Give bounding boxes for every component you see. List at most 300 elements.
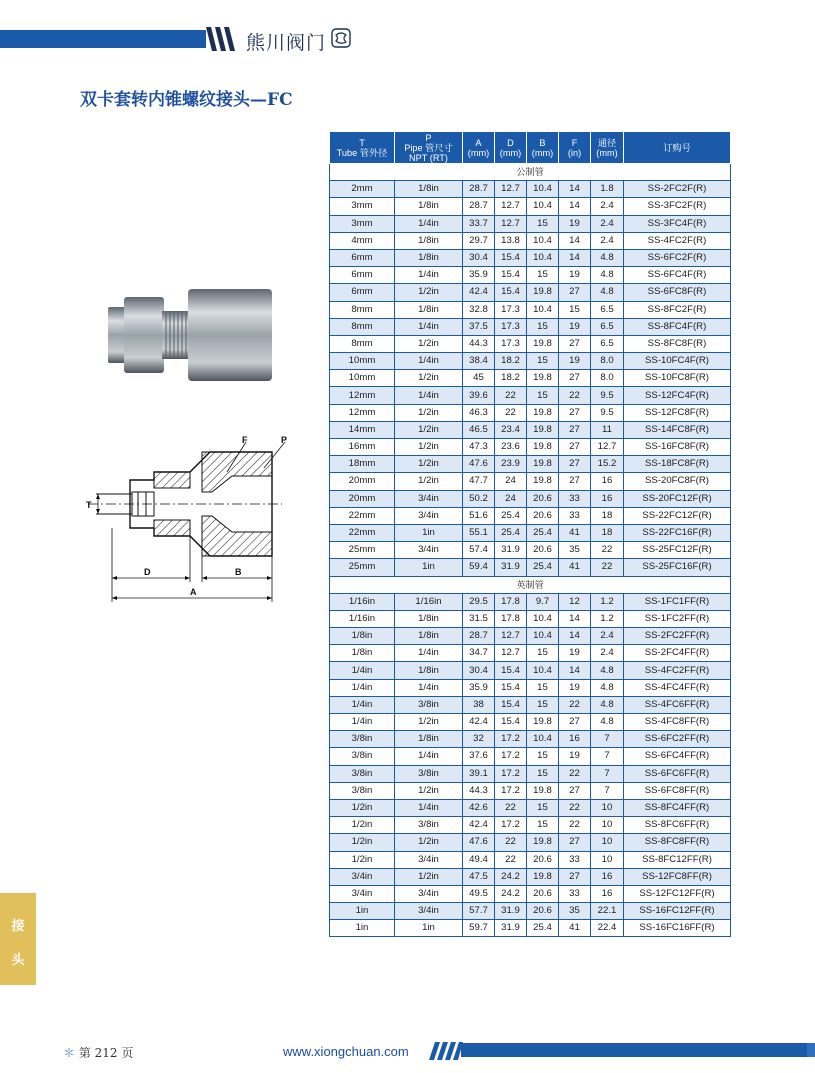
table-cell: 33.7 <box>463 215 495 232</box>
table-cell: 2.4 <box>591 215 624 232</box>
header-text: 订购号 <box>663 142 691 153</box>
table-cell: 25.4 <box>495 524 527 541</box>
table-cell: SS-25FC12F(R) <box>624 542 731 559</box>
table-cell: 1/4in <box>395 799 463 816</box>
table-cell: 8.0 <box>591 353 624 370</box>
table-cell: 19 <box>559 748 591 765</box>
table-cell: 22.4 <box>591 920 624 937</box>
table-cell: 4.8 <box>591 249 624 266</box>
side-tab-char-1: 接 <box>11 919 25 934</box>
table-cell: 12.7 <box>495 628 527 645</box>
label-d: D <box>144 567 151 577</box>
table-cell: 10.4 <box>527 181 559 198</box>
table-cell: 27 <box>559 439 591 456</box>
table-cell: 9.5 <box>591 404 624 421</box>
table-cell: 8mm <box>330 335 395 352</box>
table-cell: 25.4 <box>495 507 527 524</box>
table-cell: 59.7 <box>463 920 495 937</box>
table-cell: 23.9 <box>495 456 527 473</box>
table-cell: 42.4 <box>463 817 495 834</box>
table-cell: 20mm <box>330 473 395 490</box>
table-cell: 3/8in <box>330 765 395 782</box>
header-row <box>330 132 731 164</box>
table-cell: 25.4 <box>527 920 559 937</box>
table-row <box>330 782 731 799</box>
table-cell: 16 <box>591 868 624 885</box>
table-cell: 1in <box>395 524 463 541</box>
table-cell: 1/8in <box>395 628 463 645</box>
table-cell: 14 <box>559 628 591 645</box>
table-cell: 12.7 <box>495 198 527 215</box>
table-cell: SS-6FC4FF(R) <box>624 748 731 765</box>
table-cell: 7 <box>591 731 624 748</box>
table-cell: SS-10FC8F(R) <box>624 370 731 387</box>
table-cell: 10 <box>591 817 624 834</box>
table-cell: 33 <box>559 851 591 868</box>
table-cell: 18.2 <box>495 370 527 387</box>
table-cell: 47.6 <box>463 834 495 851</box>
table-row <box>330 267 731 284</box>
table-cell: 1/16in <box>395 593 463 610</box>
table-cell: SS-4FC4FF(R) <box>624 679 731 696</box>
table-cell: 6mm <box>330 267 395 284</box>
table-cell: SS-12FC4F(R) <box>624 387 731 404</box>
table-cell: 55.1 <box>463 524 495 541</box>
table-row <box>330 249 731 266</box>
label-t: T <box>86 500 92 510</box>
table-cell: 15.4 <box>495 662 527 679</box>
table-cell: 19.8 <box>527 714 559 731</box>
table-cell: 27 <box>559 473 591 490</box>
table-row <box>330 198 731 215</box>
table-cell: 1/16in <box>330 610 395 627</box>
table-cell: 1/2in <box>395 473 463 490</box>
table-cell: 41 <box>559 920 591 937</box>
table-cell: 42.6 <box>463 799 495 816</box>
table-cell: 1/16in <box>330 593 395 610</box>
table-cell: 6mm <box>330 284 395 301</box>
table-cell: 1/4in <box>395 387 463 404</box>
table-cell: 1/8in <box>395 181 463 198</box>
table-cell: 22mm <box>330 524 395 541</box>
table-cell: SS-22FC12F(R) <box>624 507 731 524</box>
table-cell: 17.2 <box>495 782 527 799</box>
table-cell: 31.9 <box>495 559 527 576</box>
header-text: NPT (RT) <box>409 152 448 163</box>
table-cell: 23.6 <box>495 439 527 456</box>
table-cell: 31.9 <box>495 903 527 920</box>
table-cell: 13.8 <box>495 232 527 249</box>
table-cell: 19 <box>559 267 591 284</box>
table-cell: SS-6FC8F(R) <box>624 284 731 301</box>
table-cell: 17.2 <box>495 765 527 782</box>
page-number-text: 第 212 页 <box>78 1046 134 1060</box>
table-cell: 12 <box>559 593 591 610</box>
table-cell: 20.6 <box>527 490 559 507</box>
table-cell: 17.3 <box>495 318 527 335</box>
table-cell: 22 <box>591 559 624 576</box>
table-cell: 42.4 <box>463 284 495 301</box>
table-cell: 35.9 <box>463 679 495 696</box>
page-number <box>63 1044 133 1061</box>
table-header <box>330 132 731 164</box>
table-cell: 35 <box>559 903 591 920</box>
table-cell: 8.0 <box>591 370 624 387</box>
footer-url[interactable]: www.xiongchuan.com <box>283 1044 409 1059</box>
table-cell: 41 <box>559 559 591 576</box>
table-cell: 6.5 <box>591 301 624 318</box>
table-cell: 19.8 <box>527 868 559 885</box>
table-row <box>330 920 731 937</box>
table-row <box>330 799 731 816</box>
table-cell: 1/2in <box>395 834 463 851</box>
table-cell: 12.7 <box>495 181 527 198</box>
table-cell: 9.5 <box>591 387 624 404</box>
header-text: (mm) <box>467 147 490 158</box>
table-cell: 22 <box>495 799 527 816</box>
table-cell: 17.2 <box>495 731 527 748</box>
header-text: A <box>475 137 482 148</box>
table-cell: 10mm <box>330 353 395 370</box>
table-cell: SS-14FC8F(R) <box>624 421 731 438</box>
table-cell: 1/2in <box>395 456 463 473</box>
table-cell: 1/8in <box>395 232 463 249</box>
header-cell <box>330 132 395 164</box>
table-row <box>330 507 731 524</box>
table-cell: 15 <box>527 679 559 696</box>
table-cell: 10.4 <box>527 628 559 645</box>
table-cell: 1/2in <box>395 335 463 352</box>
table-cell: SS-22FC16F(R) <box>624 524 731 541</box>
table-cell: 1/4in <box>395 748 463 765</box>
table-cell: 51.6 <box>463 507 495 524</box>
table-cell: 6.5 <box>591 335 624 352</box>
table-row <box>330 610 731 627</box>
table-cell: SS-8FC4F(R) <box>624 318 731 335</box>
table-cell: 4.8 <box>591 714 624 731</box>
table-cell: 20.6 <box>527 885 559 902</box>
section-label: 英制管 <box>330 576 731 593</box>
table-cell: 22 <box>495 387 527 404</box>
brand-name: 熊川阀门 <box>246 32 327 54</box>
table-cell: 29.7 <box>463 232 495 249</box>
table-cell: 3/4in <box>395 490 463 507</box>
table-cell: SS-6FC6FF(R) <box>624 765 731 782</box>
table-cell: 17.3 <box>495 301 527 318</box>
table-row <box>330 748 731 765</box>
table-cell: 31.9 <box>495 542 527 559</box>
table-cell: 38 <box>463 696 495 713</box>
header-text: (mm) <box>531 147 554 158</box>
table-cell: 9.7 <box>527 593 559 610</box>
table-cell: 3/4in <box>395 885 463 902</box>
section-row <box>330 164 731 181</box>
table-row <box>330 335 731 352</box>
table-cell: 3/8in <box>330 782 395 799</box>
table-cell: 1/4in <box>330 662 395 679</box>
side-tab[interactable] <box>0 893 36 985</box>
table-cell: 15 <box>527 645 559 662</box>
table-cell: 19.8 <box>527 782 559 799</box>
table-cell: 1/2in <box>330 834 395 851</box>
brand-logo-icon <box>330 27 352 49</box>
table-cell: 22 <box>559 799 591 816</box>
table-cell: 47.7 <box>463 473 495 490</box>
table-cell: 49.4 <box>463 851 495 868</box>
table-cell: 10.4 <box>527 198 559 215</box>
header-text: D <box>507 137 514 148</box>
table-cell: 19.8 <box>527 284 559 301</box>
table-cell: 45 <box>463 370 495 387</box>
table-cell: 6.5 <box>591 318 624 335</box>
table-cell: 22 <box>559 765 591 782</box>
table-cell: 3/8in <box>395 765 463 782</box>
table-cell: 1/2in <box>395 284 463 301</box>
page-title: 双卡套转内锥螺纹接头—FC <box>80 90 293 110</box>
table-row <box>330 490 731 507</box>
table-cell: 1/4in <box>395 318 463 335</box>
header-text: P <box>425 132 432 143</box>
table-cell: 34.7 <box>463 645 495 662</box>
table-cell: 18 <box>591 507 624 524</box>
table-cell: 4.8 <box>591 267 624 284</box>
table-cell: 32 <box>463 731 495 748</box>
table-row <box>330 851 731 868</box>
table-cell: 22 <box>559 387 591 404</box>
table-cell: 1/4in <box>395 267 463 284</box>
table-cell: 20.6 <box>527 903 559 920</box>
table-cell: 1/2in <box>330 799 395 816</box>
table-cell: 12.7 <box>495 215 527 232</box>
table-cell: 10.4 <box>527 232 559 249</box>
table-cell: 14 <box>559 610 591 627</box>
table-cell: 10.4 <box>527 610 559 627</box>
table-cell: 14 <box>559 198 591 215</box>
table-row <box>330 868 731 885</box>
table-cell: SS-16FC12FF(R) <box>624 903 731 920</box>
table-cell: 15 <box>527 765 559 782</box>
table-row <box>330 215 731 232</box>
table-cell: 27 <box>559 421 591 438</box>
table-cell: SS-25FC16F(R) <box>624 559 731 576</box>
table-cell: SS-12FC8FF(R) <box>624 868 731 885</box>
header-text: 通径 <box>597 137 617 148</box>
table-cell: 19.8 <box>527 335 559 352</box>
table-cell: 3/8in <box>330 731 395 748</box>
table-cell: 3/8in <box>330 748 395 765</box>
table-cell: 15.4 <box>495 714 527 731</box>
table-cell: 35.9 <box>463 267 495 284</box>
table-row <box>330 473 731 490</box>
table-cell: 24 <box>495 473 527 490</box>
table-cell: SS-4FC8FF(R) <box>624 714 731 731</box>
table-row <box>330 370 731 387</box>
table-cell: 15 <box>527 748 559 765</box>
table-cell: 31.9 <box>495 920 527 937</box>
table-cell: 15 <box>527 215 559 232</box>
table-cell: 47.5 <box>463 868 495 885</box>
table-cell: 18mm <box>330 456 395 473</box>
table-cell: 1/2in <box>395 868 463 885</box>
table-cell: 1/2in <box>395 404 463 421</box>
table-cell: 2.4 <box>591 628 624 645</box>
table-cell: 10 <box>591 834 624 851</box>
table-cell: 47.6 <box>463 456 495 473</box>
table-cell: 4.8 <box>591 662 624 679</box>
table-cell: 15.2 <box>591 456 624 473</box>
table-cell: 2mm <box>330 181 395 198</box>
table-cell: 1/8in <box>395 662 463 679</box>
table-row <box>330 731 731 748</box>
table-cell: 59.4 <box>463 559 495 576</box>
table-row <box>330 232 731 249</box>
table-cell: 12.7 <box>591 439 624 456</box>
table-cell: 1/8in <box>395 301 463 318</box>
table-row <box>330 765 731 782</box>
table-cell: 12.7 <box>495 645 527 662</box>
header-stripes <box>206 27 242 51</box>
table-cell: 1in <box>330 920 395 937</box>
table-cell: 12mm <box>330 404 395 421</box>
table-cell: 22 <box>559 696 591 713</box>
table-cell: SS-8FC6FF(R) <box>624 817 731 834</box>
section-label: 公制管 <box>330 164 731 181</box>
table-cell: 27 <box>559 456 591 473</box>
table-cell: 22 <box>591 542 624 559</box>
header-text: (mm) <box>596 147 618 158</box>
table-cell: 27 <box>559 284 591 301</box>
table-cell: 16 <box>559 731 591 748</box>
table-cell: 1/8in <box>395 249 463 266</box>
table-cell: 17.2 <box>495 817 527 834</box>
table-cell: 7 <box>591 748 624 765</box>
table-cell: 22.1 <box>591 903 624 920</box>
table-cell: 27 <box>559 868 591 885</box>
table-cell: 33 <box>559 885 591 902</box>
table-cell: 41 <box>559 524 591 541</box>
table-cell: 7 <box>591 765 624 782</box>
table-cell: 4mm <box>330 232 395 249</box>
table-cell: 1.8 <box>591 181 624 198</box>
table-cell: 1/2in <box>395 370 463 387</box>
table-cell: 44.3 <box>463 335 495 352</box>
table-cell: 1/4in <box>395 679 463 696</box>
table-cell: SS-3FC4F(R) <box>624 215 731 232</box>
table-cell: 25.4 <box>527 524 559 541</box>
table-cell: 33 <box>559 507 591 524</box>
table-cell: 28.7 <box>463 628 495 645</box>
table-cell: 17.8 <box>495 593 527 610</box>
table-cell: 19.8 <box>527 473 559 490</box>
table-cell: 6mm <box>330 249 395 266</box>
table-cell: 24 <box>495 490 527 507</box>
header-text: F <box>571 137 578 148</box>
table-cell: 15 <box>527 353 559 370</box>
table-row <box>330 834 731 851</box>
table-cell: SS-8FC8F(R) <box>624 335 731 352</box>
header-text: (mm) <box>499 147 522 158</box>
table-row <box>330 181 731 198</box>
table-row <box>330 696 731 713</box>
table-cell: SS-3FC2F(R) <box>624 198 731 215</box>
product-photo <box>106 285 276 385</box>
table-cell: SS-4FC2F(R) <box>624 232 731 249</box>
label-a: A <box>190 587 197 597</box>
table-cell: 35 <box>559 542 591 559</box>
table-cell: 14 <box>559 181 591 198</box>
table-cell: 19.8 <box>527 421 559 438</box>
table-row <box>330 524 731 541</box>
table-cell: 28.7 <box>463 198 495 215</box>
header-text: B <box>539 137 546 148</box>
table-cell: SS-20FC8F(R) <box>624 473 731 490</box>
table-cell: 28.7 <box>463 181 495 198</box>
table-cell: 15 <box>527 318 559 335</box>
table-cell: 3/4in <box>395 542 463 559</box>
table-cell: 1/2in <box>330 817 395 834</box>
table-cell: 30.4 <box>463 662 495 679</box>
header-text: Pipe 管尺寸 <box>404 142 453 153</box>
table-row <box>330 353 731 370</box>
table-cell: 1/4in <box>330 714 395 731</box>
table-cell: 3/4in <box>330 885 395 902</box>
table-cell: 19 <box>559 215 591 232</box>
table-cell: 1in <box>330 903 395 920</box>
table-cell: 18.2 <box>495 353 527 370</box>
table-cell: SS-4FC6FF(R) <box>624 696 731 713</box>
header-text: (in) <box>567 147 582 158</box>
table-cell: 1in <box>395 920 463 937</box>
table-cell: 16mm <box>330 439 395 456</box>
table-row <box>330 885 731 902</box>
table-cell: SS-16FC16FF(R) <box>624 920 731 937</box>
table-cell: SS-2FC2FF(R) <box>624 628 731 645</box>
table-cell: 1.2 <box>591 610 624 627</box>
table-cell: 3/4in <box>395 507 463 524</box>
table-cell: 2.4 <box>591 198 624 215</box>
table-cell: 14 <box>559 249 591 266</box>
table-cell: 14mm <box>330 421 395 438</box>
table-cell: 50.2 <box>463 490 495 507</box>
header-cell <box>591 132 624 164</box>
table-row <box>330 421 731 438</box>
table-cell: SS-8FC2F(R) <box>624 301 731 318</box>
table-cell: 15.4 <box>495 284 527 301</box>
table-cell: 1/4in <box>330 696 395 713</box>
table-cell: SS-12FC8F(R) <box>624 404 731 421</box>
table-cell: 22 <box>495 851 527 868</box>
table-cell: SS-8FC4FF(R) <box>624 799 731 816</box>
footer-bar-end <box>807 1043 815 1057</box>
table-cell: 15.4 <box>495 679 527 696</box>
table-cell: 19 <box>559 645 591 662</box>
table-row <box>330 903 731 920</box>
table-cell: 1/4in <box>330 679 395 696</box>
table-cell: 1/4in <box>395 645 463 662</box>
table-cell: 8mm <box>330 301 395 318</box>
table-cell: SS-6FC4F(R) <box>624 267 731 284</box>
table-cell: 57.4 <box>463 542 495 559</box>
table-cell: 15.4 <box>495 696 527 713</box>
table-cell: 39.1 <box>463 765 495 782</box>
label-p: P <box>281 435 288 445</box>
table-cell: 17.8 <box>495 610 527 627</box>
table-cell: 10.4 <box>527 249 559 266</box>
header-cell <box>395 132 463 164</box>
table-cell: 19.8 <box>527 834 559 851</box>
table-cell: 27 <box>559 370 591 387</box>
table-cell: 38.4 <box>463 353 495 370</box>
